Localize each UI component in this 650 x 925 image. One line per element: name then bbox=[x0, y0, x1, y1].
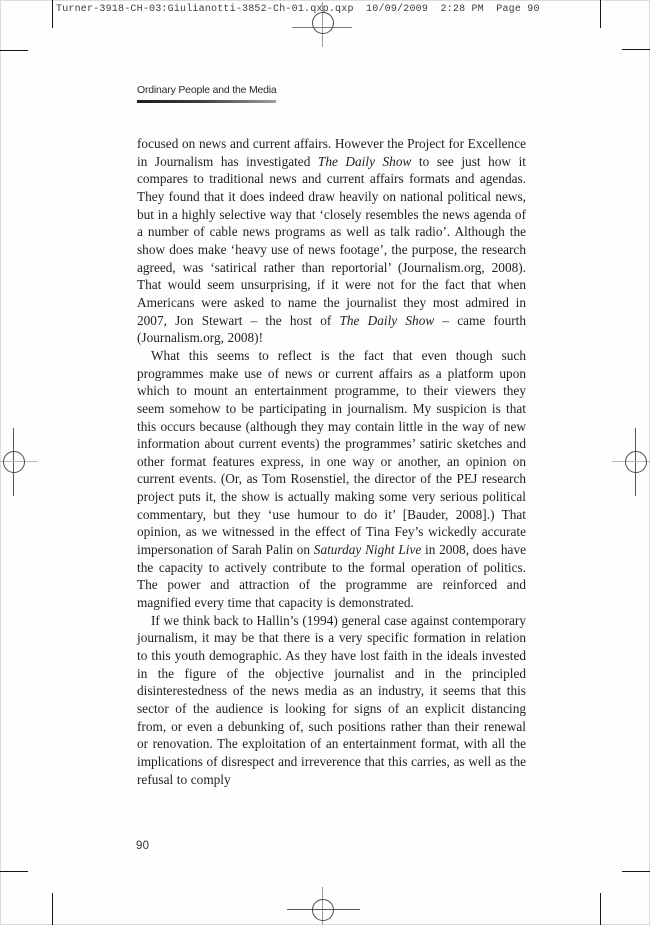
text-run: to see just how it compares to traditional news and current affairs formats and agendas. They found that it does indeed draw heavily on national political news, but in a highly selective way that ‘closely resembles the news agenda of a number of cable news programs as well as talk radio’. Although the show does make ‘heavy use of news footage’, the purpose, the research agreed, was ‘satirical rather than reportorial’ (Journalism.org, 2008). That would seem unsurprising, if it were not for the fact that when Americans were asked to name the journalist they most admired in 2007, Jon Stewart – the host of bbox=[137, 153, 526, 328]
italic-title-text: The Daily Show bbox=[317, 153, 412, 169]
crop-mark-bottom-right-horizontal bbox=[622, 871, 650, 872]
text-run: in 2008, does have the capacity to actively contribute to the formal operation of politics. The power and attraction of the programme are reinforced and magnified every time that capacity is demonstrated. bbox=[137, 542, 526, 611]
registration-mark-circle bbox=[625, 451, 647, 473]
text-run: If we think back to Hallin’s (1994) general case against contemporary journalism, it may be that there is a very specific formation in relation to this youth demographic. As they have lost faith in the ideals invested in the figure of the objective journalist and in the principled disinterestedness of the news media as an industry, it seems that this sector of the audience is looking for signs of an explicit distancing from, or even a debunking of, such positions rather than their renewal or renovation. The exploitation of an entertainment format, with all the implications of disrespect and irreverence that this carries, as well as the refusal to comply bbox=[137, 612, 526, 787]
paragraph bbox=[137, 135, 526, 347]
running-head-rule bbox=[137, 100, 276, 103]
text-run: What this seems to reflect is the fact that even though such programmes make use of news or current affairs as a platform upon which to mount an entertainment programme, to their viewers they seem somehow to be participating in journalism. My suspicion is that this occurs because (although they may contain little in the way of new information about current events) the programmes’ satiric sketches and other format features express, in one way or another, an opinion on current events. (Or, as Tom Rosenstiel, the director of the PEJ research project puts it, the show is actually making some very serious political commentary, but they ‘use humour to do it’ [Bauder, 2008].) That opinion, as we witnessed in the effect of Tina Fey’s wickedly accurate impersonation of Sarah Palin on bbox=[137, 347, 526, 558]
text-run: – came fourth (Journalism.org, 2008)! bbox=[137, 312, 526, 346]
crop-mark-top-right-vertical bbox=[600, 0, 601, 28]
registration-mark-circle bbox=[3, 451, 25, 473]
registration-mark-circle bbox=[312, 899, 334, 921]
italic-title-text: Saturday Night Live bbox=[313, 542, 422, 558]
crop-mark-bottom-left-vertical bbox=[52, 893, 53, 925]
paragraph bbox=[137, 347, 526, 612]
crop-mark-top-left-horizontal bbox=[0, 50, 28, 51]
body-text bbox=[137, 135, 526, 788]
crop-mark-bottom-right-vertical bbox=[600, 893, 601, 925]
proof-slug-line: Turner-3918-CH-03:Giulianotti-3852-Ch-01.qxp.qxp 10/09/2009 2:28 PM Page 90 bbox=[56, 4, 540, 15]
running-head: Ordinary People and the Media bbox=[137, 84, 277, 96]
crop-mark-top-right-horizontal bbox=[622, 49, 650, 50]
paragraph bbox=[137, 612, 526, 789]
crop-mark-top-left-vertical bbox=[52, 0, 53, 28]
italic-title-text: The Daily Show bbox=[339, 312, 435, 328]
text-run: focused on news and current affairs. However the Project for Excellence in Journalism has investigated bbox=[137, 136, 526, 169]
crop-mark-bottom-left-horizontal bbox=[0, 871, 28, 872]
page-number: 90 bbox=[136, 840, 150, 852]
